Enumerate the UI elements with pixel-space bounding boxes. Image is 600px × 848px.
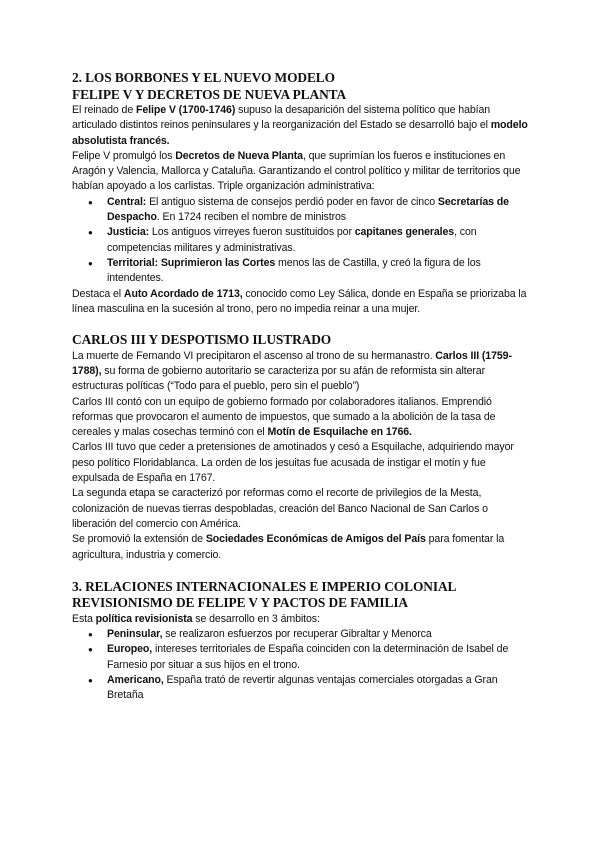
text-run: , que suprimían los fueros e instituciones en Aragón y Valencia, Mallorca y Cataluña. Garantizando el control político y militar de territorios que habían apoyado a los carlistas. Triple organización administrativa: xyxy=(72,149,521,193)
paragraph-felipe-reinado xyxy=(72,103,534,149)
text-run: supuso la desaparición del sistema político que habían articulado distintos reinos peninsulares y la reorganización del Estado se desarrolló bajo el xyxy=(72,104,491,132)
bold-run: Carlos III (1759-1788), xyxy=(72,349,512,377)
text-run: . En 1724 reciben el nombre de ministros xyxy=(156,211,346,224)
text-run: Felipe V promulgó los xyxy=(72,149,176,162)
text-run: El antiguo sistema de consejos perdió poder en favor de cinco xyxy=(146,195,438,208)
text-run: se realizaron esfuerzos por recuperar Gibraltar y Menorca xyxy=(162,628,432,641)
bold-run: Decretos de Nueva Planta xyxy=(175,149,303,162)
paragraph-carlos-reformas xyxy=(72,395,534,441)
section-title-carlos-iii: CARLOS III Y DESPOTISMO ILUSTRADO xyxy=(72,332,332,348)
document-page xyxy=(72,70,534,704)
paragraph-segunda-etapa: La segunda etapa se caracterizó por reformas como el recorte de privilegios de la Mesta, colonización de nuevas tierras despobladas, creación del Banco Nacional de San Carlos o liberación del comercio con América. xyxy=(72,487,488,530)
bold-run: Peninsular, xyxy=(107,628,163,641)
bold-run: Felipe V (1700-1746) xyxy=(135,104,236,116)
section-title-borbones: 2. LOS BORBONES Y EL NUEVO MODELO xyxy=(72,70,335,85)
bold-run: modelo absolutista francés. xyxy=(72,119,528,147)
text-run: Destaca el xyxy=(72,287,124,300)
text-run: España trató de revertir algunas ventajas comerciales otorgadas a Gran Bretaña xyxy=(107,674,498,702)
paragraph-auto-acordado xyxy=(72,287,534,318)
paragraph-revisionista xyxy=(72,612,534,627)
text-run: menos las de Castilla, y creó la figura de los intendentes. xyxy=(107,256,481,285)
section-subtitle-felipe-v: FELIPE V Y DECRETOS DE NUEVA PLANTA xyxy=(72,86,347,102)
text-run: , con competencias militares y administrativas. xyxy=(107,226,477,254)
list-item xyxy=(107,256,534,287)
bold-run: Territorial: Suprimieron las Cortes xyxy=(107,256,276,269)
text-run: su forma de gobierno autoritario se caracteriza por su afán de reformista sin alterar estructuras políticas (“Todo para el pueblo, pero sin el pueblo”) xyxy=(72,364,486,393)
paragraph-sociedades xyxy=(72,532,534,563)
bold-run: Americano, xyxy=(107,674,164,686)
text-run: se desarrollo en 3 ámbitos: xyxy=(192,612,320,625)
bold-run: política revisionista xyxy=(95,612,193,625)
text-run: conocido como Ley Sálica, donde en España se priorizaba la línea masculina en la sucesión al trono, pero no impedia reinar a una mujer. xyxy=(72,287,527,315)
paragraph-esquilache: Carlos III tuvo que ceder a pretensiones de amotinados y cesó a Esquilache, adquiriendo mayor peso político Floridablanca. La orden de los jesuitas fue acusada de instigar el motín y fue expulsada de España en 1767. xyxy=(72,441,514,485)
text-run: Esta xyxy=(72,612,96,625)
text-run: para fomentar la agricultura, industria y comercio. xyxy=(72,533,505,561)
list-item xyxy=(107,642,534,673)
bold-run: Secretarías de Despacho xyxy=(107,195,509,224)
bold-run: capitanes generales xyxy=(354,226,455,239)
bullet-list-organizacion xyxy=(72,195,534,287)
text-run: Se promovió la extensión de xyxy=(72,533,206,546)
section-title-relaciones: 3. RELACIONES INTERNACIONALES E IMPERIO COLONIAL xyxy=(72,578,457,594)
text-run: El reinado de xyxy=(72,104,136,116)
bold-run: Central: xyxy=(107,195,147,208)
list-item xyxy=(107,673,534,704)
text-run: intereses territoriales de España coinciden con la determinación de Isabel de Farnesio por situar a sus hijos en el trono. xyxy=(107,643,509,671)
list-item xyxy=(107,195,534,226)
bold-run: Sociedades Económicas de Amigos del País xyxy=(205,533,426,546)
text-run: Los antiguos virreyes fueron sustituidos por xyxy=(149,226,355,239)
bullet-list-ambitos xyxy=(72,627,534,703)
text-run: La muerte de Fernando VI precipitaron el ascenso al trono de su hermanastro. xyxy=(72,349,436,362)
paragraph-carlos-ascenso xyxy=(72,349,534,395)
text-run: Carlos III contó con un equipo de gobierno formado por colaboradores italianos. Emprendió reformas que provocaron el aumento de impuestos, que sumado a la abolición de la tasa de cereales y malas cosechas terminó con el xyxy=(72,395,496,439)
bold-run: Justicia: xyxy=(107,226,150,239)
bold-run: Motín de Esquilache en 1766. xyxy=(267,426,412,439)
list-item xyxy=(107,627,534,642)
bold-run: Auto Acordado de 1713, xyxy=(123,287,243,300)
list-item xyxy=(107,225,534,256)
paragraph-decretos xyxy=(72,149,534,195)
bold-run: Europeo, xyxy=(107,643,153,656)
section-subtitle-revisionismo: REVISIONISMO DE FELIPE V Y PACTOS DE FAMILIA xyxy=(72,595,408,611)
